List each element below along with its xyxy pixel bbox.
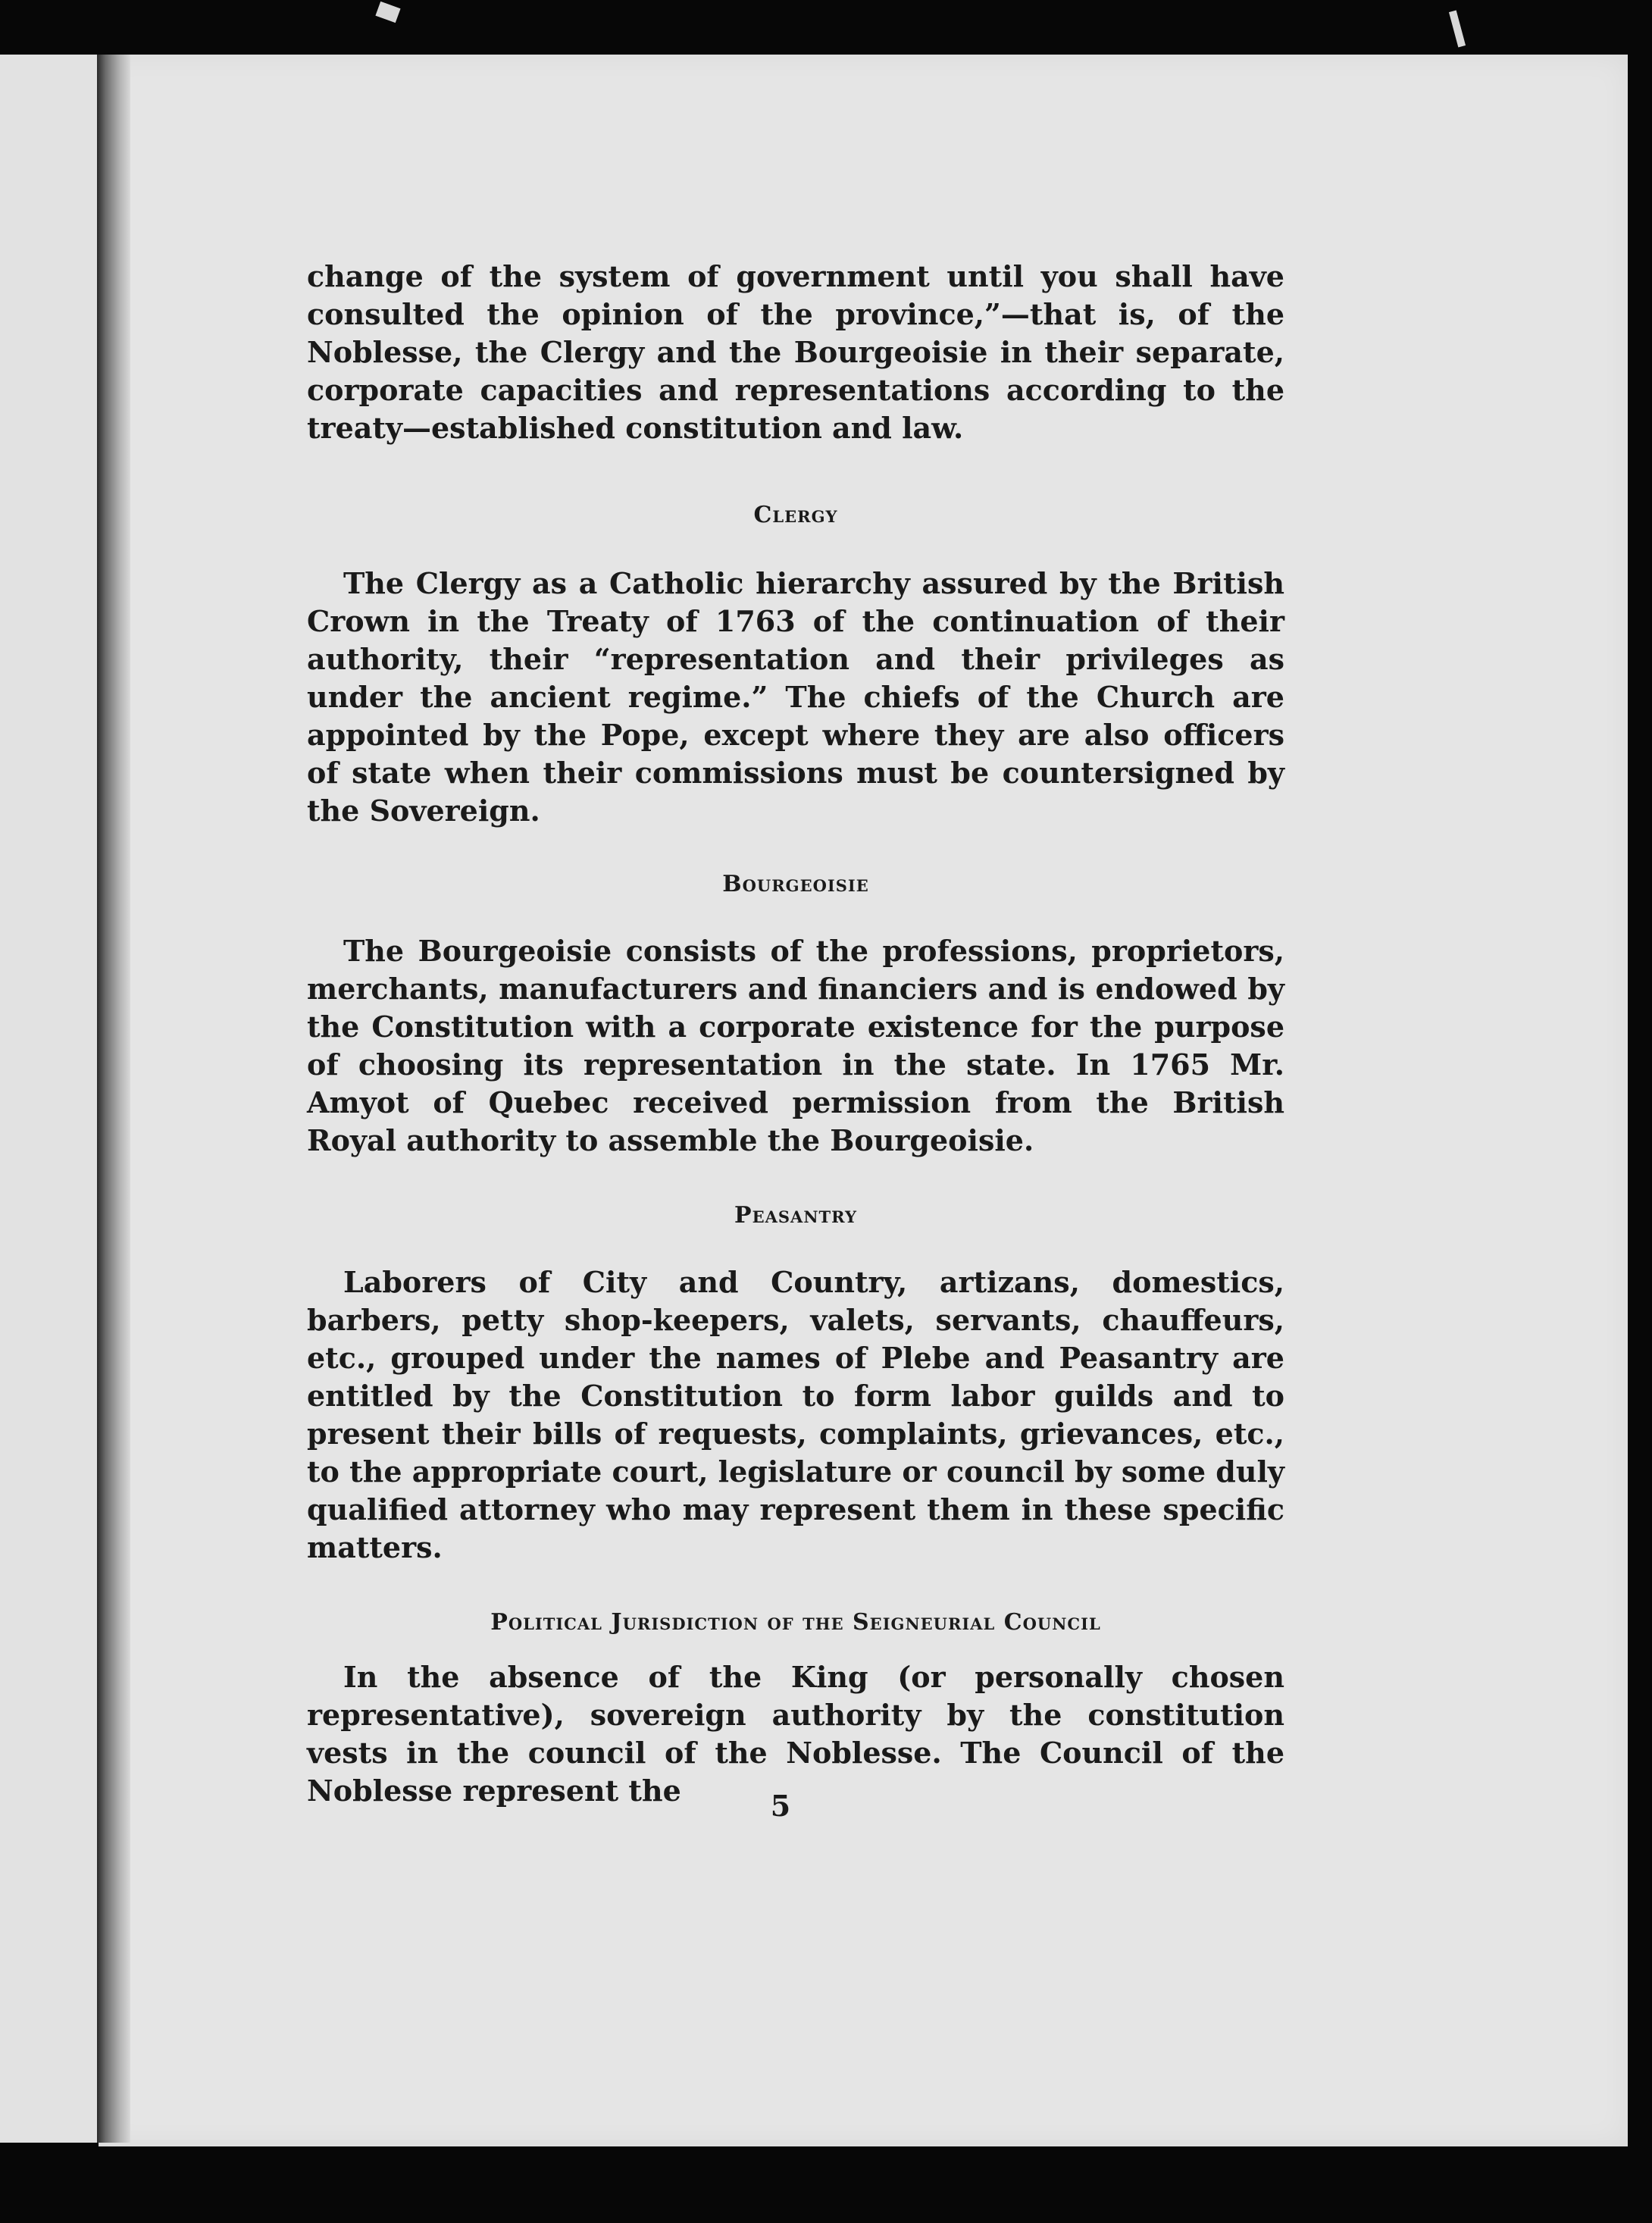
scan-artifact-top-right xyxy=(1449,11,1466,48)
section-heading-bourgeoisie: Bourgeoisie xyxy=(722,871,869,897)
section-text-bourgeoisie: The Bourgeoisie consists of the professions, proprietors, merchants, manufacturers and financiers and is endowed by the Constitution with a corporate existence for the purpose of choosing its representation in the state. In 1765 Mr. Amyot of Quebec received permission from the British Royal authority to assemble the Bourgeoisie. xyxy=(307,934,1284,1157)
section-text-peasantry: Laborers of City and Country, artizans, domestics, barbers, petty shop-keepers, valets, servants, chauffeurs, etc., grouped under the names of Plebe and Peasantry are entitled by the Constitution to form labor guilds and to present their bills of requests, complaints, grievances, etc., to the appropriate court, legislature or council by some duly qualified attorney who may represent them in these specific matters. xyxy=(307,1265,1284,1564)
section-heading-political-jurisdiction: Political Jurisdiction of the Seigneurial Council xyxy=(490,1609,1101,1636)
scan-artifact-top-left xyxy=(375,2,400,23)
section-text-clergy: The Clergy as a Catholic hierarchy assured by the British Crown in the Treaty of 1763 of the continuation of their authority, their “representation and their privileges as under the ancient regime.” The chiefs of the Church are appointed by the Pope, except where they are also officers of state when their commissions must be countersigned by the Sovereign. xyxy=(307,566,1284,828)
section-heading-peasantry: Peasantry xyxy=(734,1202,857,1229)
binding-gutter xyxy=(97,55,130,2143)
section-text-political-jurisdiction: In the absence of the King (or personally chosen representative), sovereign authority by the constitution vests in the council of the Noblesse. The Council of the Noblesse represent the xyxy=(307,1660,1284,1808)
page-text xyxy=(307,258,1284,1810)
intro-paragraph: change of the system of government until you shall have consulted the opinion of the province,”—that is, of the Noblesse, the Clergy and the Bourgeoisie in their separate, corporate capacities and representations according to the treaty—established constitution and law. xyxy=(307,259,1284,445)
facing-page-edge xyxy=(0,55,97,2143)
page-number: 5 xyxy=(770,1789,791,1823)
section-heading-clergy: Clergy xyxy=(753,502,838,528)
